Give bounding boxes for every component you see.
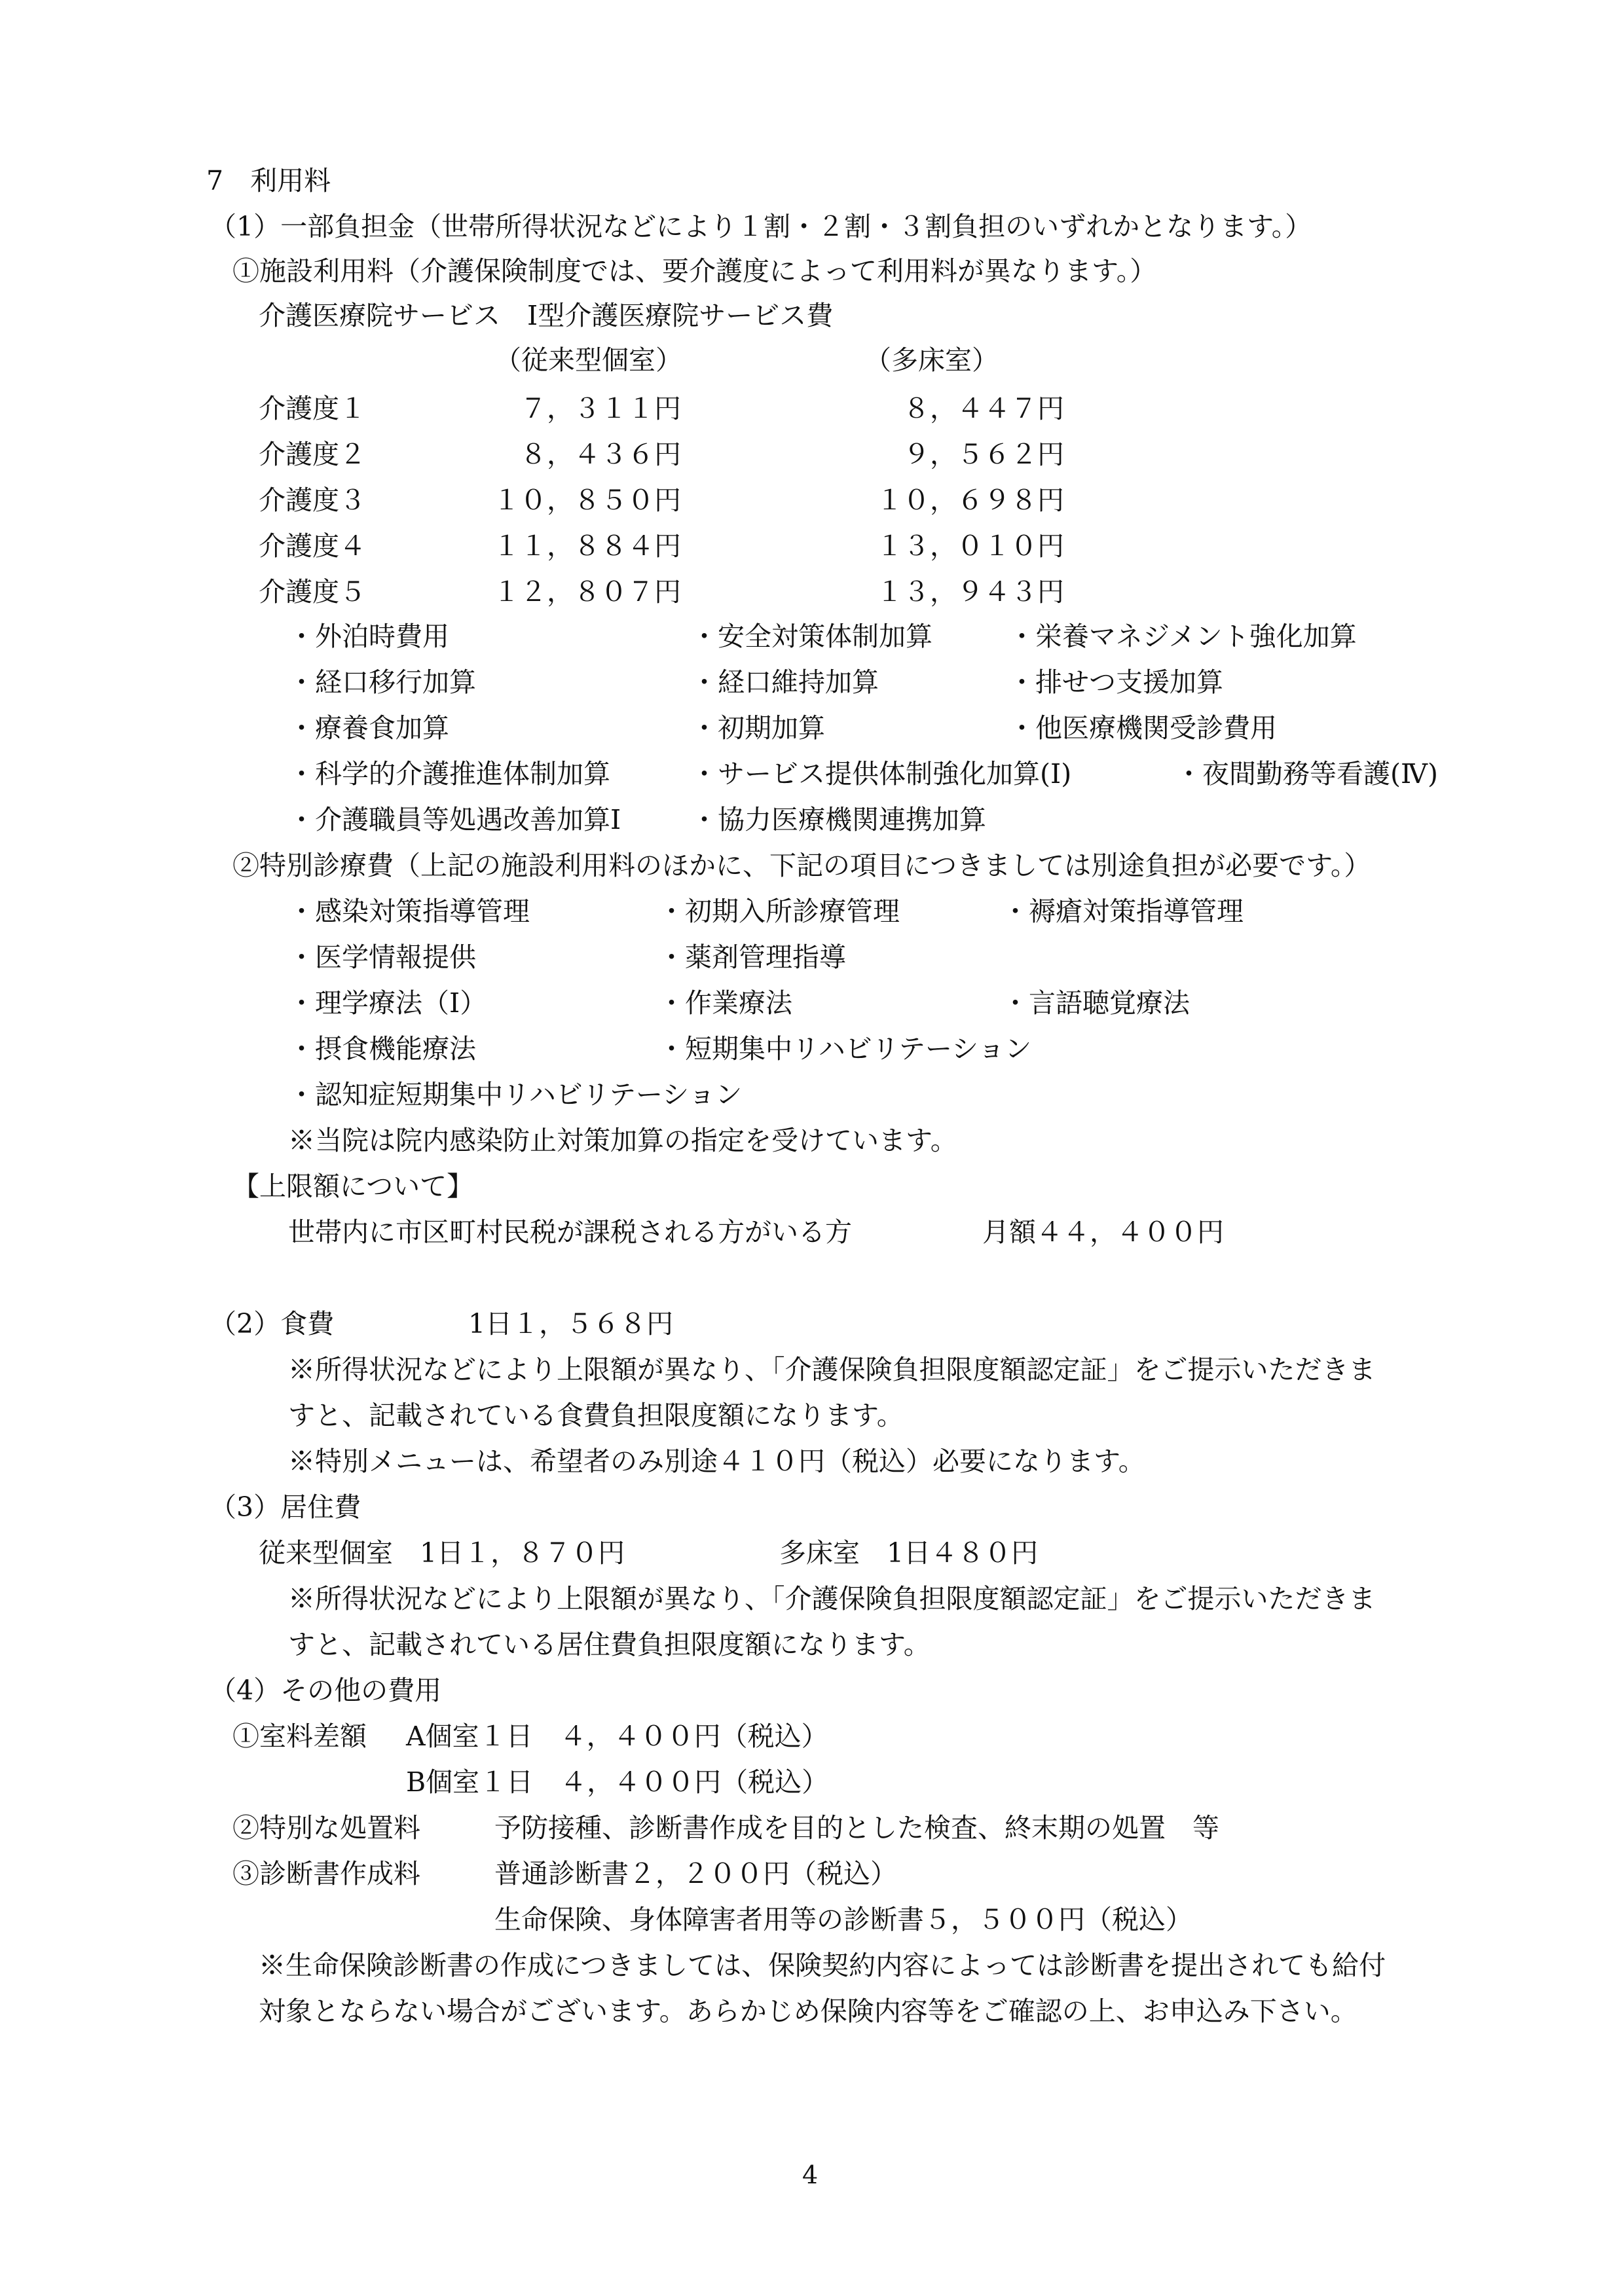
special-treatment-text: 予防接種、診断書作成を目的とした検査、終末期の処置 等 [494,1812,1219,1844]
copay-heading: （1）一部負担金（世帯所得状況などにより１割・２割・３割負担のいずれかとなります。） [210,211,1312,242]
meal-amount: 1日１，５６８円 [468,1308,674,1339]
private-room-rate: １１，８８４円 [493,530,681,562]
addon-item: ・介護職員等処遇改善加算Ⅰ [288,804,621,835]
addon-item: ・初期加算 [691,712,825,744]
meal-note: すと、記載されている食費負担限度額になります。 [288,1400,904,1431]
special-fee-heading: ②特別診療費（上記の施設利用料のほかに、下記の項目につきましては別途負担が必要です。） [232,850,1371,881]
page-number: 4 [802,2160,819,2189]
certificate-fee-label: ③診断書作成料 [232,1858,420,1889]
multi-bed-rate: ８，４４７円 [903,393,1064,424]
care-level: 介護度１ [259,393,366,424]
care-level: 介護度３ [259,484,366,516]
addon-item: ・療養食加算 [288,712,449,744]
facility-fee-heading: ①施設利用料（介護保険制度では、要介護度によって利用料が異なります。） [232,255,1157,287]
special-fee-item: ・理学療法（Ⅰ） [288,987,487,1019]
addon-item: ・栄養マネジメント強化加算 [1008,621,1357,652]
addon-item: ・夜間勤務等看護(Ⅳ) [1175,758,1438,790]
room-a-fee: A個室１日 ４，４００円（税込） [406,1721,828,1752]
section-title: 7 利用料 [206,165,331,196]
addon-item: ・経口移行加算 [288,666,476,698]
addon-item: ・排せつ支援加算 [1008,666,1223,698]
special-fee-item: ・初期入所診療管理 [658,896,900,927]
meal-note: ※所得状況などにより上限額が異なり、「介護保険負担限度額認定証」をご提示いただきま [288,1354,1376,1385]
special-treatment-label: ②特別な処置料 [232,1812,420,1844]
private-room-rate: ８，４３６円 [520,439,681,470]
certificate-insurance-fee: 生命保険、身体障害者用等の診断書５，５００円（税込） [494,1904,1192,1935]
multi-bed-rate: １３，０１０円 [876,530,1064,562]
care-level: 介護度４ [259,530,366,562]
multi-bed-rate: １０，６９８円 [876,484,1064,516]
addon-item: ・外泊時費用 [288,621,449,652]
addon-item: ・安全対策体制加算 [691,621,932,652]
insurance-certificate-note: 対象とならない場合がございます。あらかじめ保険内容等をご確認の上、お申込み下さい。 [259,1995,1357,2027]
addon-item: ・科学的介護推進体制加算 [288,758,610,790]
room-difference-label: ①室料差額 [232,1721,367,1752]
column-header-multi: （多床室） [864,344,999,376]
room-b-fee: B個室１日 ４，４００円（税込） [406,1766,829,1798]
residence-note: すと、記載されている居住費負担限度額になります。 [288,1629,931,1660]
upper-limit-heading: 【上限額について】 [232,1171,474,1202]
residence-note: ※所得状況などにより上限額が異なり、「介護保険負担限度額認定証」をご提示いただきま [288,1583,1376,1614]
residence-private: 従来型個室 1日１，８７０円 [259,1537,625,1569]
addon-item: ・経口維持加算 [691,666,879,698]
private-room-rate: １０，８５０円 [493,484,681,516]
special-fee-item: ・薬剤管理指導 [658,941,846,973]
special-menu-note: ※特別メニューは、希望者のみ別途４１０円（税込）必要になります。 [288,1446,1145,1477]
addon-item: ・協力医療機関連携加算 [691,804,986,835]
special-fee-item: ・短期集中リハビリテーション [658,1033,1032,1065]
upper-limit-amount: 月額４４，４００円 [982,1216,1224,1248]
residence-heading: （3）居住費 [210,1491,361,1523]
special-fee-item: ・作業療法 [658,987,792,1019]
insurance-certificate-note: ※生命保険診断書の作成につきましては、保険契約内容によっては診断書を提出されても給付 [259,1950,1386,1981]
service-type-line: 介護医療院サービス Ⅰ型介護医療院サービス費 [259,300,834,331]
infection-note: ※当院は院内感染防止対策加算の指定を受けています。 [288,1125,957,1156]
certificate-normal-fee: 普通診断書２，２００円（税込） [494,1858,897,1889]
special-fee-item: ・感染対策指導管理 [288,896,530,927]
care-level: 介護度５ [259,576,366,608]
addon-item: ・他医療機関受診費用 [1008,712,1277,744]
other-fees-heading: （4）その他の費用 [210,1675,442,1706]
special-fee-item: ・医学情報提供 [288,941,476,973]
special-fee-item: ・認知症短期集中リハビリテーション [288,1079,743,1110]
special-fee-item: ・摂食機能療法 [288,1033,476,1065]
addon-item: ・サービス提供体制強化加算(Ⅰ) [691,758,1072,790]
special-fee-item: ・言語聴覚療法 [1002,987,1190,1019]
multi-bed-rate: ９，５６２円 [903,439,1064,470]
upper-limit-text: 世帯内に市区町村民税が課税される方がいる方 [288,1216,852,1248]
private-room-rate: １２，８０７円 [493,576,681,608]
private-room-rate: ７，３１１円 [520,393,681,424]
special-fee-item: ・褥瘡対策指導管理 [1002,896,1244,927]
care-level: 介護度２ [259,439,366,470]
column-header-private: （従来型個室） [494,344,682,376]
meal-heading: （2）食費 [210,1308,335,1339]
multi-bed-rate: １３，９４３円 [876,576,1064,608]
residence-multi: 多床室 1日４８０円 [779,1537,1039,1569]
